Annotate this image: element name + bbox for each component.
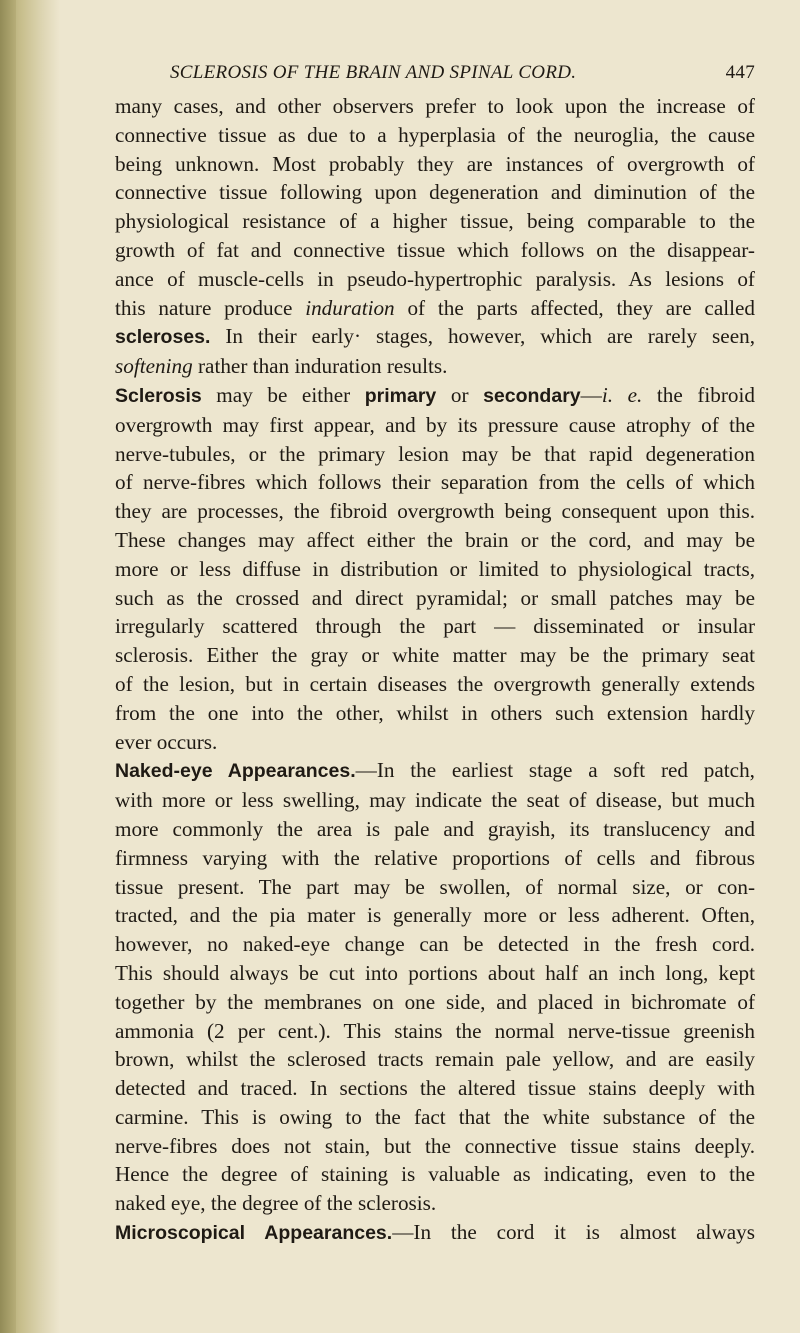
text-line: sclerosis. Either the gray or white matter may be the primary seat [115,643,755,668]
text-line: nerve-tubules, or the primary lesion may be that rapid degeneration [115,441,755,466]
text-line: connective tissue following upon degeneration and diminution of the [115,180,755,205]
text-line: from the one into the other, whilst in others such extension hardly [115,700,755,725]
text-line: physiological resistance of a higher tissue, being comparable to the [115,209,755,234]
text-line: with more or less swelling, may indicate the seat of disease, but much [115,788,755,813]
text-line: These changes may affect either the brain or the cord, and may be [115,527,755,552]
text-run: rather than induration results. [192,354,448,379]
text-line: more or less diffuse in distribution or limited to physiological tracts, [115,556,755,581]
italic-term: softening [115,354,193,379]
text-run: In their early· stages, however, which are rarely seen, [210,324,755,349]
text-line: Hence the degree of staining is valuable as indicating, even to the [115,1162,755,1187]
text-line: This should always be cut into portions about half an inch long, kept [115,960,755,985]
text-run: —In the earliest stage a soft red patch, [355,758,755,783]
text-line [115,322,755,352]
text-line [115,1218,755,1248]
bold-term: Naked-eye Appearances. [115,760,356,783]
text-line: of the lesion, but in certain diseases the overgrowth generally extends [115,671,755,696]
text-line: detected and traced. In sections the altered tissue stains deeply with [115,1076,755,1101]
binding-edge [0,0,16,1333]
text-line: irregularly scattered through the part — disseminated or insular [115,614,755,639]
text-line [115,294,755,323]
text-line: carmine. This is owing to the fact that the white substance of the [115,1104,755,1129]
page-header [115,62,755,92]
text-line: naked eye, the degree of the sclerosis. [115,1191,437,1216]
text-line: ammonia (2 per cent.). This stains the normal nerve-tissue greenish [115,1018,755,1043]
text-line: overgrowth may first appear, and by its pressure cause atrophy of the [115,412,755,437]
text-line: ance of muscle-cells in pseudo-hypertrophic paralysis. As lesions of [115,266,755,291]
text-line: together by the membranes on one side, and placed in bichromate of [115,989,755,1014]
bold-term: Sclerosis [115,384,202,407]
text-run: may be either [201,382,365,407]
body-text [115,92,755,1248]
text-line: being unknown. Most probably they are instances of overgrowth of [115,151,755,176]
page-number: 447 [725,62,755,83]
text-line: they are processes, the fibroid overgrowth being consequent upon this. [115,499,755,524]
text-line [115,756,755,786]
text-line: tracted, and the pia mater is generally more or less adherent. Often, [115,903,755,928]
text-line: many cases, and other observers prefer to look upon the increase of [115,94,755,118]
running-title: SCLEROSIS OF THE BRAIN AND SPINAL CORD. [170,62,577,83]
text-run: or [436,382,484,407]
text-run: the fibroid [642,382,755,407]
text-line: brown, whilst the sclerosed tracts remain pale yellow, and are easily [115,1047,755,1072]
italic-term: i. e. [601,382,643,407]
text-line: more commonly the area is pale and grayish, its translucency and [115,816,755,841]
bold-term: secondary [483,384,581,407]
italic-term: induration [305,295,395,320]
text-line: growth of fat and connective tissue which follows on the disappear- [115,237,755,262]
text-run: this nature produce [115,295,306,320]
text-line: ever occurs. [115,729,218,754]
text-run: of the parts affected, they are called [394,295,755,320]
text-line: such as the crossed and direct pyramidal; or small patches may be [115,585,755,610]
bold-term: Microscopical Appearances. [115,1222,393,1245]
text-line: nerve-fibres does not stain, but the connective tissue stains deeply. [115,1133,755,1158]
book-page [115,62,755,1248]
text-line: tissue present. The part may be swollen, of normal size, or con- [115,874,755,899]
text-run: —In the cord it is almost always [392,1220,755,1245]
bold-term: primary [364,384,437,407]
text-line [115,381,755,411]
text-run: — [580,382,602,407]
text-line: firmness varying with the relative proportions of cells and fibrous [115,845,755,870]
text-line: of nerve-fibres which follows their separation from the cells of which [115,470,755,495]
text-line: connective tissue as due to a hyperplasia of the neuroglia, the cause [115,122,755,147]
text-line: however, no naked-eye change can be detected in the fresh cord. [115,932,755,957]
bold-term: scleroses. [115,326,211,349]
text-line [115,352,755,381]
